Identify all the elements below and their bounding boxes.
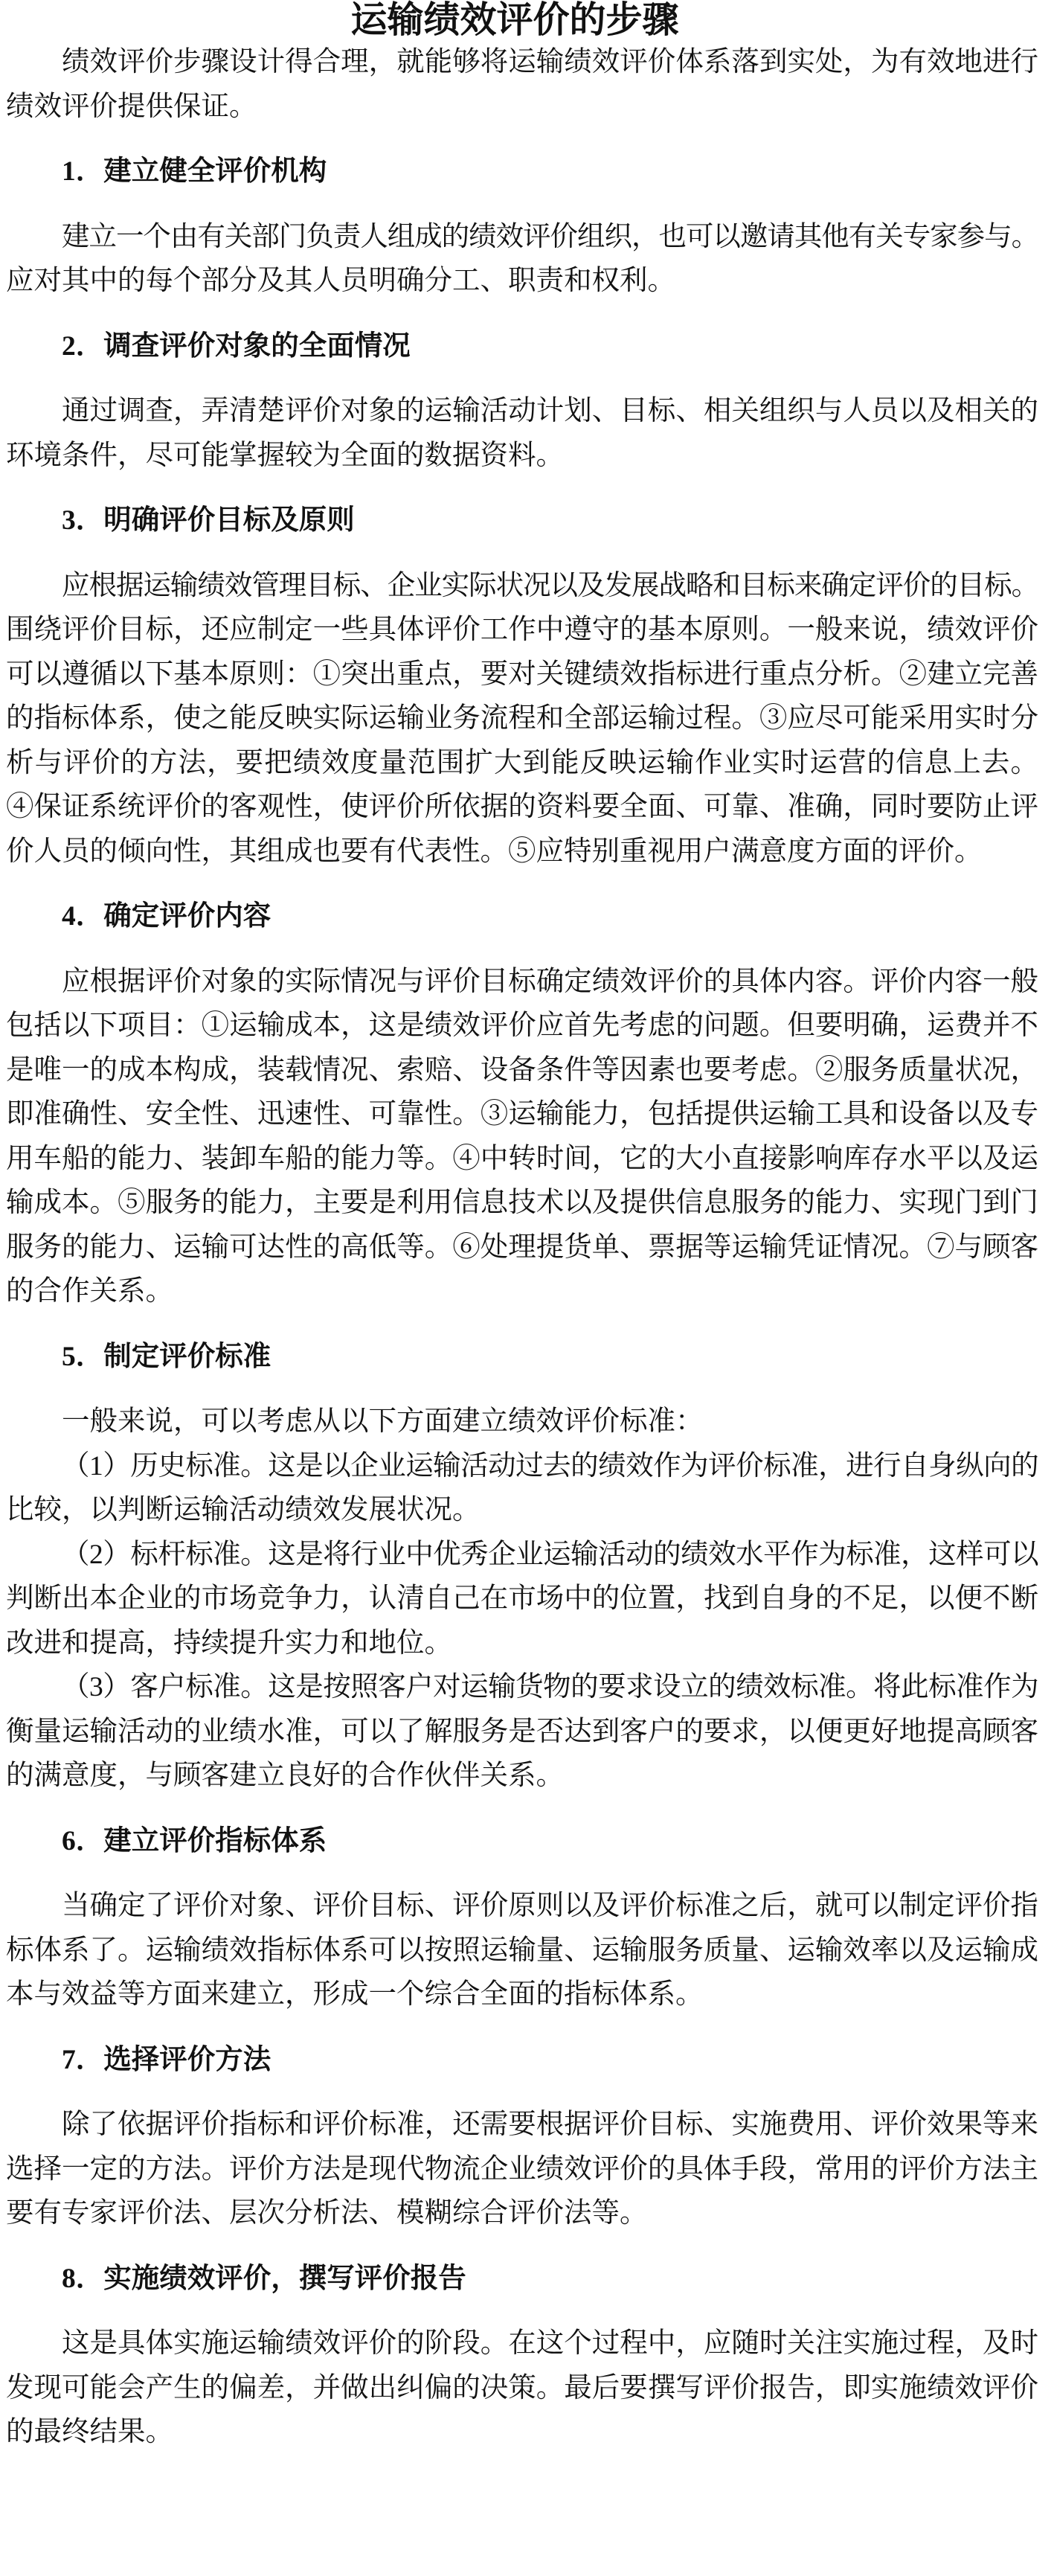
text-line: 绩效评价步骤设计得合理，就能够将运输绩效评价体系落到实处，为有效地进行 xyxy=(62,47,1038,77)
text-line: 即准确性、安全性、迅速性、可靠性。③运输能力，包括提供运输工具和设备以及专 xyxy=(6,1099,1038,1130)
text-line: 用车船的能力、装卸车船的能力等。④中转时间，它的大小直接影响库存水平以及运 xyxy=(6,1143,1038,1174)
text-line: 建立一个由有关部门负责人组成的绩效评价组织，也可以邀请其他有关专家参与。 xyxy=(62,221,1038,252)
section-1 xyxy=(6,150,1038,304)
text-line: 包括以下项目：①运输成本，这是绩效评价应首先考虑的问题。但要明确，运费并不 xyxy=(6,1010,1038,1041)
paragraph xyxy=(6,1884,1038,2017)
text-line: 应对其中的每个部分及其人员明确分工、职责和权利。 xyxy=(6,266,675,296)
intro-paragraph xyxy=(6,40,1038,129)
section-4 xyxy=(6,894,1038,1314)
text-line: 的指标体系，使之能反映实际运输业务流程和全部运输过程。③应尽可能采用实时分 xyxy=(6,703,1038,734)
text-line: 判断出本企业的市场竞争力，认清自己在市场中的位置，找到自身的不足，以便不断 xyxy=(6,1583,1038,1614)
text-line: 发现可能会产生的偏差，并做出纠偏的决策。最后要撰写评价报告，即实施绩效评价 xyxy=(6,2372,1038,2403)
text-line: 价人员的倾向性，其组成也要有代表性。⑤应特别重视用户满意度方面的评价。 xyxy=(6,836,983,867)
text-line: 围绕评价目标，还应制定一些具体评价工作中遵守的基本原则。一般来说，绩效评价 xyxy=(6,615,1038,645)
text-line: （1）历史标准。这是以企业运输活动过去的绩效作为评价标准，进行自身纵向的 xyxy=(62,1450,1038,1481)
section-heading: 4．确定评价内容 xyxy=(62,901,271,932)
section-heading: 7．选择评价方法 xyxy=(62,2044,271,2075)
text-line: 通过调查，弄清楚评价对象的运输活动计划、目标、相关组织与人员以及相关的 xyxy=(62,396,1038,426)
section-heading: 5．制定评价标准 xyxy=(62,1341,271,1372)
text-line: 绩效评价提供保证。 xyxy=(6,91,257,122)
section-7 xyxy=(6,2038,1038,2236)
standard-item-1 xyxy=(6,1444,1038,1533)
document-body xyxy=(6,0,1038,2455)
paragraph xyxy=(6,2103,1038,2236)
section-heading: 6．建立评价指标体系 xyxy=(62,1825,327,1856)
text-line: 标体系了。运输绩效指标体系可以按照运输量、运输服务质量、运输效率以及运输成 xyxy=(6,1935,1038,1966)
paragraph xyxy=(6,2322,1038,2455)
paragraph xyxy=(6,389,1038,478)
section-heading: 8．实施绩效评价，撰写评价报告 xyxy=(62,2263,466,2294)
section-8 xyxy=(6,2257,1038,2455)
paragraph xyxy=(6,215,1038,304)
text-line: 衡量运输活动的业绩水准，可以了解服务是否达到客户的要求，以便更好地提高顾客 xyxy=(6,1716,1038,1747)
section-6 xyxy=(6,1819,1038,2017)
text-line: 环境条件，尽可能掌握较为全面的数据资料。 xyxy=(6,440,564,471)
paragraph xyxy=(6,960,1038,1314)
text-line: 一般来说，可以考虑从以下方面建立绩效评价标准： xyxy=(62,1406,704,1437)
text-line: 服务的能力、运输可达性的高低等。⑥处理提货单、票据等运输凭证情况。⑦与顾客 xyxy=(6,1231,1038,1263)
section-3 xyxy=(6,499,1038,874)
text-line: 的满意度，与顾客建立良好的合作伙伴关系。 xyxy=(6,1760,564,1791)
section-5 xyxy=(6,1335,1038,1798)
text-line: 输成本。⑤服务的能力，主要是利用信息技术以及提供信息服务的能力、实现门到门 xyxy=(6,1188,1038,1218)
text-line: 改进和提高，持续提升实力和地位。 xyxy=(6,1627,452,1659)
text-line: 应根据运输绩效管理目标、企业实际状况以及发展战略和目标来确定评价的目标。 xyxy=(62,570,1038,601)
text-line: 可以遵循以下基本原则：①突出重点，要对关键绩效指标进行重点分析。②建立完善 xyxy=(6,659,1038,690)
standard-item-3 xyxy=(6,1665,1038,1798)
section-heading: 3．明确评价目标及原则 xyxy=(62,505,355,536)
text-line: （3）客户标准。这是按照客户对运输货物的要求设立的绩效标准。将此标准作为 xyxy=(62,1672,1038,1702)
paragraph xyxy=(6,1400,1038,1444)
text-line: 要有专家评价法、层次分析法、模糊综合评价法等。 xyxy=(6,2198,648,2229)
paragraph xyxy=(6,564,1038,874)
text-line: ④保证系统评价的客观性，使评价所依据的资料要全面、可靠、准确，同时要防止评 xyxy=(6,792,1038,822)
text-line: 当确定了评价对象、评价目标、评价原则以及评价标准之后，就可以制定评价指 xyxy=(62,1891,1038,1921)
text-line: 这是具体实施运输绩效评价的阶段。在这个过程中，应随时关注实施过程，及时 xyxy=(62,2328,1038,2359)
page-title: 运输绩效评价的步骤 xyxy=(350,0,679,40)
section-2 xyxy=(6,324,1038,478)
text-line: 选择一定的方法。评价方法是现代物流企业绩效评价的具体手段，常用的评价方法主 xyxy=(6,2153,1038,2185)
text-line: 应根据评价对象的实际情况与评价目标确定绩效评价的具体内容。评价内容一般 xyxy=(62,966,1038,997)
section-heading: 1．建立健全评价机构 xyxy=(62,156,327,187)
section-heading: 2．调查评价对象的全面情况 xyxy=(62,330,411,362)
text-line: 的最终结果。 xyxy=(6,2417,173,2447)
text-line: （2）标杆标准。这是将行业中优秀企业运输活动的绩效水平作为标准，这样可以 xyxy=(62,1539,1038,1570)
text-line: 析与评价的方法，要把绩效度量范围扩大到能反映运输作业实时运营的信息上去。 xyxy=(6,747,1038,778)
text-line: 比较，以判断运输活动绩效发展状况。 xyxy=(6,1495,481,1525)
text-line: 是唯一的成本构成，装载情况、索赔、设备条件等因素也要考虑。②服务质量状况， xyxy=(6,1054,1038,1086)
text-line: 除了依据评价指标和评价标准，还需要根据评价目标、实施费用、评价效果等来 xyxy=(62,2109,1038,2140)
text-line: 的合作关系。 xyxy=(6,1276,173,1307)
text-line: 本与效益等方面来建立，形成一个综合全面的指标体系。 xyxy=(6,1979,704,2010)
standard-item-2 xyxy=(6,1533,1038,1666)
